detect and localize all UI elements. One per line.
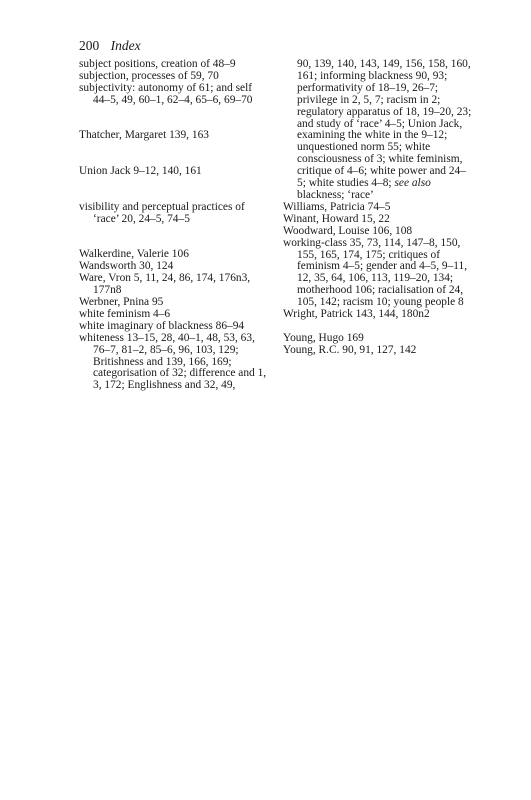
index-column-left [79, 59, 269, 392]
index-entry: white feminism 4–6 [79, 307, 171, 320]
index-entry: Wright, Patrick 143, 144, 180n2 [283, 308, 430, 321]
index-entry: Walkerdine, Valerie 106 [79, 248, 189, 261]
running-header [79, 37, 141, 55]
index-entry: Thatcher, Margaret 139, 163 [79, 129, 209, 142]
index-entry: visibility and perceptual practices of ‘race’ 20, 24–5, 74–5 [79, 200, 245, 225]
index-entry: Union Jack 9–12, 140, 161 [79, 165, 202, 178]
index-entry: Winant, Howard 15, 22 [283, 212, 390, 225]
running-title: Index [110, 38, 141, 53]
index-entry: subject positions, creation of 48–9 [79, 58, 236, 70]
index-column-right [283, 59, 473, 357]
entry-text: 90, 139, 140, 143, 149, 156, 158, 160, 161; informing blackness 90, 93; performativity of 18–19, 26–7; privilege in 2, 5, 7; racism in 2; regulatory apparatus of 18, 19–20, 23; and study of ‘race’ 4–5; Union Jack, examining the white in the 9–12; unquestioned norm 55; white consciousness of 3; white feminism, critique of 4–6; white power and 24–5; white studies 4–8; [297, 58, 472, 190]
page-number: 200 [79, 38, 100, 53]
index-entry: Woodward, Louise 106, 108 [283, 224, 413, 237]
index-entry: Wandsworth 30, 124 [79, 260, 174, 273]
index-entry: working-class 35, 73, 114, 147–8, 150, 155, 165, 174, 175; critiques of feminism 4–5; gender and 4–5, 9–11, 12, 35, 64, 106, 113, 119–20, 134; motherhood 106; racialisation of 24, 105, 142; racism 10; young people 8 [283, 236, 468, 309]
index-entry: Williams, Patricia 74–5 [283, 200, 391, 213]
index-entry: Werbner, Pnina 95 [79, 296, 164, 308]
index-entry-continued [283, 59, 473, 202]
see-also-reference: see also [394, 177, 431, 190]
index-entry: Ware, Vron 5, 11, 24, 86, 174, 176n3, 177n8 [79, 272, 251, 297]
index-entry: white imaginary of blackness 86–94 [79, 319, 245, 332]
index-entry: Young, R.C. 90, 91, 127, 142 [283, 343, 417, 356]
index-entry: subjectivity: autonomy of 61; and self 44–5, 49, 60–1, 62–4, 65–6, 69–70 [79, 81, 253, 106]
index-entry: subjection, processes of 59, 70 [79, 69, 219, 82]
index-entry: whiteness 13–15, 28, 40–1, 48, 53, 63, 76–7, 81–2, 85–6, 96, 103, 129; Britishness and 139, 166, 169; categorisation of 32; difference and 1, 3, 172; Englishness and 32, 49, [79, 331, 267, 392]
entry-text: blackness; ‘race’ [297, 188, 374, 201]
index-entry: Young, Hugo 169 [283, 331, 364, 344]
